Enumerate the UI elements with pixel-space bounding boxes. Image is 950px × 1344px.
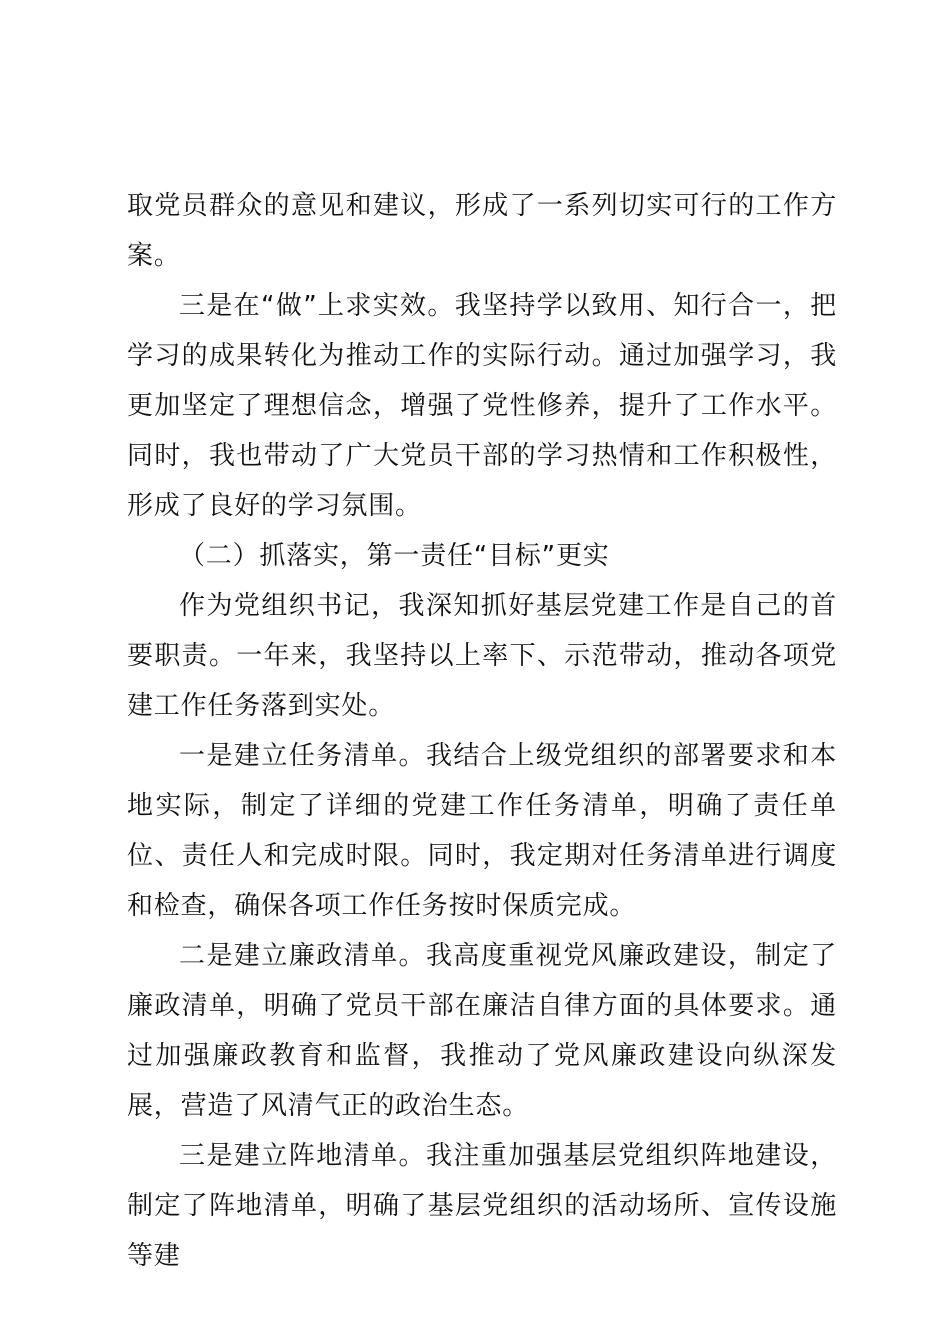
paragraph-continuation: 取党员群众的意见和建议，形成了一系列切实可行的工作方案。 xyxy=(127,191,837,271)
section-heading: （二）抓落实，第一责任“目标”更实 xyxy=(179,541,610,571)
paragraph-integrity-list: 二是建立廉政清单。我高度重视党风廉政建设，制定了廉政清单，明确了党员干部在廉洁自律方面的具体要求。通过加强廉政教育和监督，我推动了党风廉政建设向纵深发展，营造了风清气正的政治生态。 xyxy=(127,941,837,1121)
document-body xyxy=(127,181,837,1281)
paragraph-task-list: 一是建立任务清单。我结合上级党组织的部署要求和本地实际，制定了详细的党建工作任务清单，明确了责任单位、责任人和完成时限。同时，我定期对任务清单进行调度和检查，确保各项工作任务按时保质完成。 xyxy=(127,741,837,921)
paragraph-position-list: 三是建立阵地清单。我注重加强基层党组织阵地建设，制定了阵地清单，明确了基层党组织的活动场所、宣传设施等建 xyxy=(127,1141,837,1271)
paragraph-do-effect: 三是在“做”上求实效。我坚持学以致用、知行合一，把学习的成果转化为推动工作的实际行动。通过加强学习，我更加坚定了理想信念，增强了党性修养，提升了工作水平。同时，我也带动了广大党员干部的学习热情和工作积极性，形成了良好的学习氛围。 xyxy=(127,291,837,521)
paragraph-secretary-duty: 作为党组织书记，我深知抓好基层党建工作是自己的首要职责。一年来，我坚持以上率下、示范带动，推动各项党建工作任务落到实处。 xyxy=(127,591,837,721)
